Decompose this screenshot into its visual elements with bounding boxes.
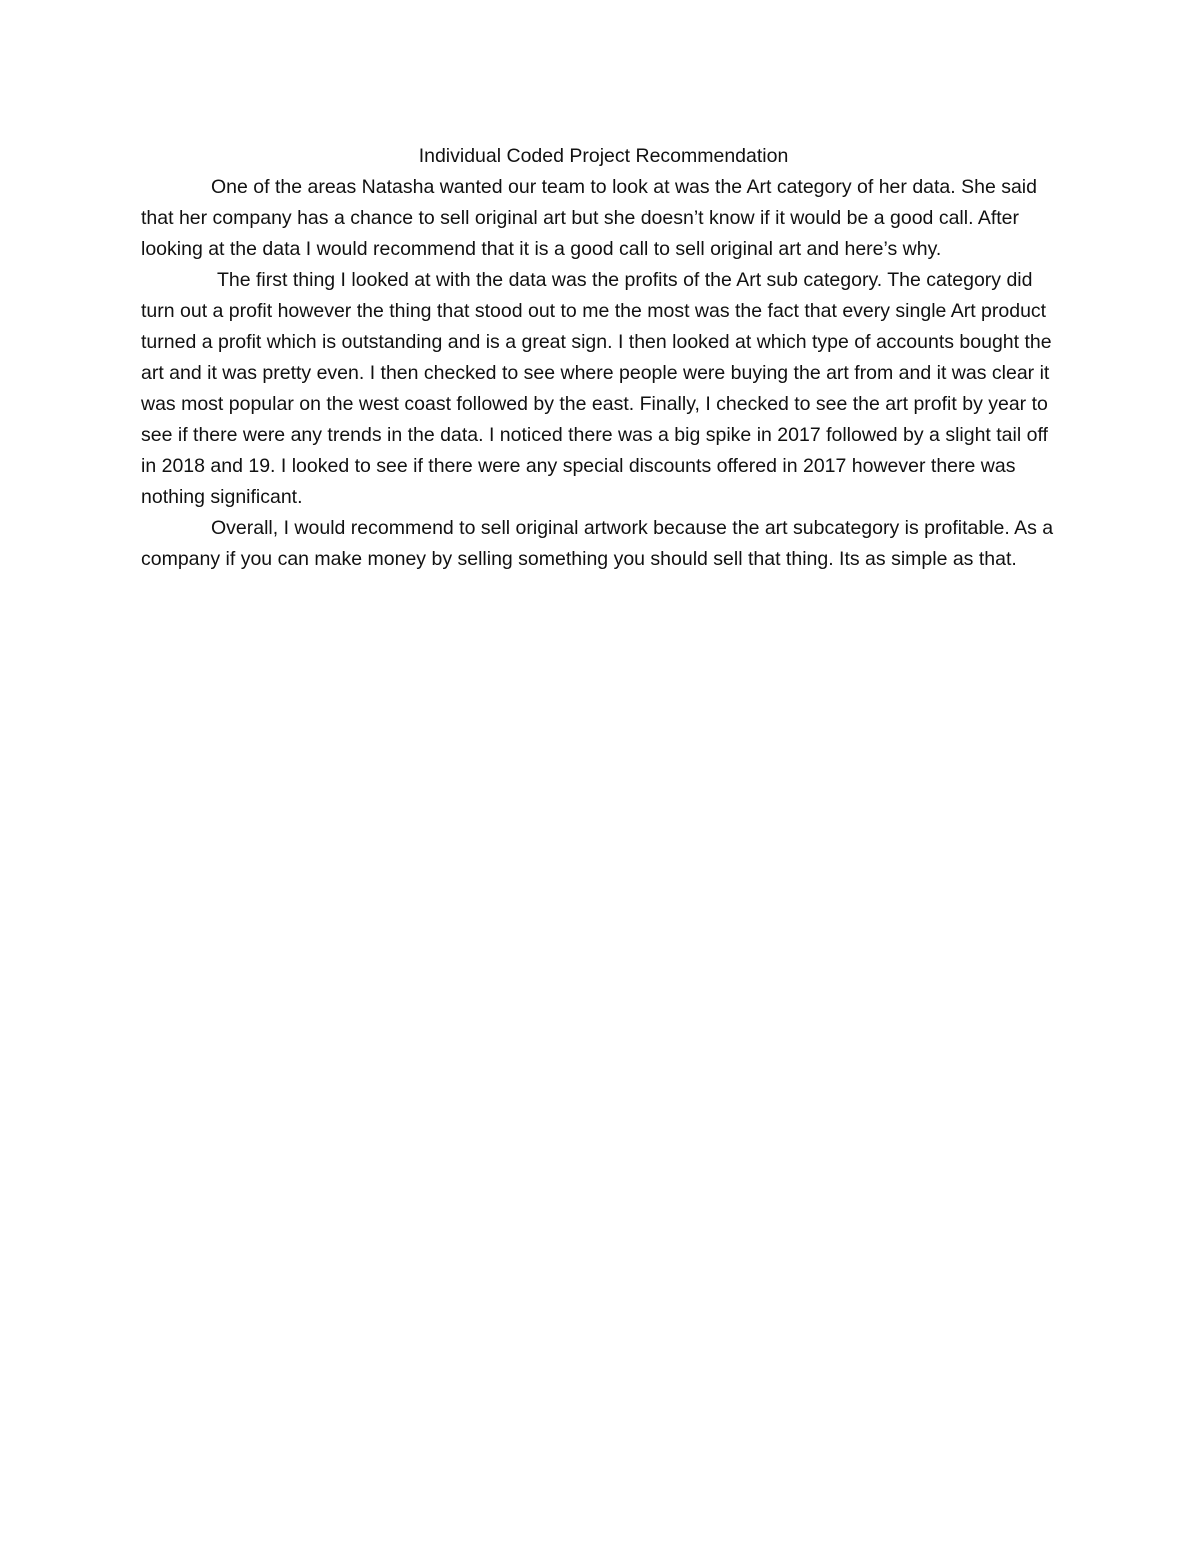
- paragraph-analysis: The first thing I looked at with the data was the profits of the Art sub category. The category did turn out a profit however the thing that stood out to me the most was the fact that every single Art product turned a profit which is outstanding and is a great sign. I then looked at which type of accounts bought the art and it was pretty even. I then checked to see where people were buying the art from and it was clear it was most popular on the west coast followed by the east. Finally, I checked to see the art profit by year to see if there were any trends in the data. I noticed there was a big spike in 2017 followed by a slight tail off in 2018 and 19. I looked to see if there were any special discounts offered in 2017 however there was nothing significant.: [141, 269, 1052, 508]
- paragraph-conclusion: Overall, I would recommend to sell original artwork because the art subcategory is profitable. As a company if you can make money by selling something you should sell that thing. Its as simple as that.: [141, 517, 1054, 570]
- paragraph-intro: One of the areas Natasha wanted our team to look at was the Art category of her data. She said that her company has a chance to sell original art but she doesn’t know if it would be a good call. After looking at the data I would recommend that it is a good call to sell original art and here’s why.: [141, 176, 1037, 260]
- document-body: [141, 141, 1066, 575]
- document-title: Individual Coded Project Recommendation: [418, 145, 789, 167]
